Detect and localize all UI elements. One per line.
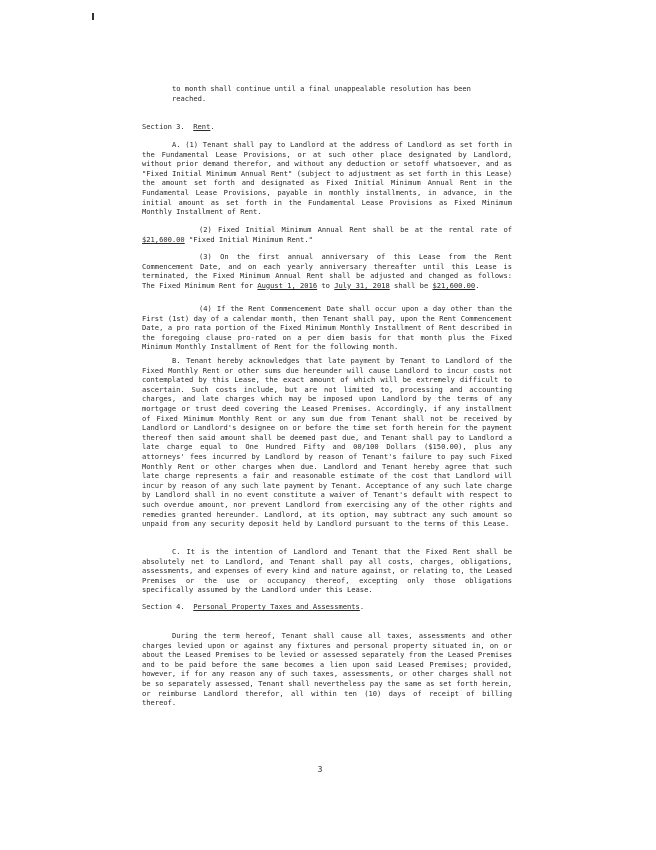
- section-3-a1: A. (1) Tenant shall pay to Landlord at the address of Landlord as set forth in the Fundamental Lease Provisions, or at such other place designated by Landlord, without prior demand therefor, and without any deduction or setoff whatsoever, and as "Fixed Initial Minimum Annual Rent" (subject to adjustment as set forth in this Lease) the amount set forth and designated as Fixed Initial Minimum Annual Rent in the Fundamental Lease Provisions, payable in monthly installments, in advance, in the initial amount as set forth in the Fundamental Lease Provisions as Fixed Minimum Monthly Installment of Rent.: [142, 140, 512, 217]
- section-3-a2: (2) Fixed Initial Minimum Annual Rent shall be at the rental rate of $21,600.00 "Fixed Initial Minimum Rent.": [142, 225, 512, 244]
- section-4-heading: Section 4. Personal Property Taxes and Assessments.: [142, 602, 365, 611]
- section-3-a3: (3) On the first annual anniversary of this Lease from the Rent Commencement Date, and on each yearly anniversary thereafter until this Lease is terminated, the Fixed Minimum Annual Rent shall be adjusted and changed as follows: The Fixed Minimum Rent for August 1, 2016 to July 31, 2018 shall be $21,600.00.: [142, 252, 512, 290]
- section-3-c: C. It is the intention of Landlord and Tenant that the Fixed Rent shall be absolutely net to Landlord, and Tenant shall pay all costs, charges, obligations, assessments, and expenses of every kind and nature against, or relating to, the Leased Premises or the use or occupancy thereof, excepting only those obligations specifically assumed by the Landlord under this Lease.: [142, 547, 512, 595]
- rent-amount: $21,600.00: [142, 234, 185, 244]
- section-3-a4: (4) If the Rent Commencement Date shall occur upon a day other than the First (1st) day of a calendar month, then Tenant shall pay, upon the Rent Commencement Date, a pro rata portion of the Fixed Minimum Monthly Installment of Rent described in the foregoing clause pro-rated on a per diem basis for that month plus the Fixed Minimum Monthly Installment of Rent for the following month.: [142, 304, 512, 352]
- rent-end-date: July 31, 2018: [334, 280, 390, 290]
- section-4-title: Personal Property Taxes and Assessments: [193, 602, 360, 611]
- rent-start-date: August 1, 2016: [257, 280, 318, 290]
- section-3-title: Rent: [193, 122, 211, 131]
- scan-mark: [92, 13, 94, 20]
- adjusted-rent-amount: $21,600.00: [432, 280, 476, 290]
- page-number: 3: [317, 765, 323, 774]
- continuation-line: to month shall continue until a final unappealable resolution has been reached.: [172, 84, 471, 103]
- section-4-body: During the term hereof, Tenant shall cause all taxes, assessments and other charges levied upon or against any fixtures and personal property situated in, on or about the Leased Premises to be levied or assessed separately from the Leased Premises and to be paid before the same becomes a lien upon said Leased Premises; provided, however, if for any reason any of such taxes, assessments, or other charges shall not be so separately assessed, Tenant shall nevertheless pay the same as set forth herein, or reimburse Landlord therefor, all within ten (10) days of receipt of billing thereof.: [142, 631, 512, 708]
- section-3-b: B. Tenant hereby acknowledges that late payment by Tenant to Landlord of the Fixed Monthly Rent or other sums due hereunder will cause Landlord to incur costs not contemplated by this Lease, the exact amount of which will be extremely difficult to ascertain. Such costs include, but are not limited to, processing and accounting charges, and late charges which may be imposed upon Landlord by the terms of any mortgage or trust deed covering the Leased Premises. Accordingly, if any installment of Fixed Minimum Monthly Rent or any sum due from Tenant shall not be received by Landlord or Landlord's designee on or before the time set forth herein for the payment thereof then said amount shall be deemed past due, and Tenant shall pay to Landlord a late charge equal to One Hundred Fifty and 00/100 Dollars ($150.00), plus any attorneys' fees incurred by Landlord by reason of Tenant's failure to pay such Fixed Monthly Rent or other charges when due. Landlord and Tenant hereby agree that such late charge represents a fair and reasonable estimate of the cost that Landlord will incur by reason of any such late payment by Tenant. Acceptance of any such late charge by Landlord shall in no event constitute a waiver of Tenant's default with respect to such overdue amount, nor prevent Landlord from exercising any of the other rights and remedies granted hereunder. Landlord, at its option, may subtract any such amount so unpaid from any security deposit held by Landlord pursuant to the terms of this Lease.: [142, 356, 512, 529]
- section-3-heading: Section 3. Rent.: [142, 122, 215, 131]
